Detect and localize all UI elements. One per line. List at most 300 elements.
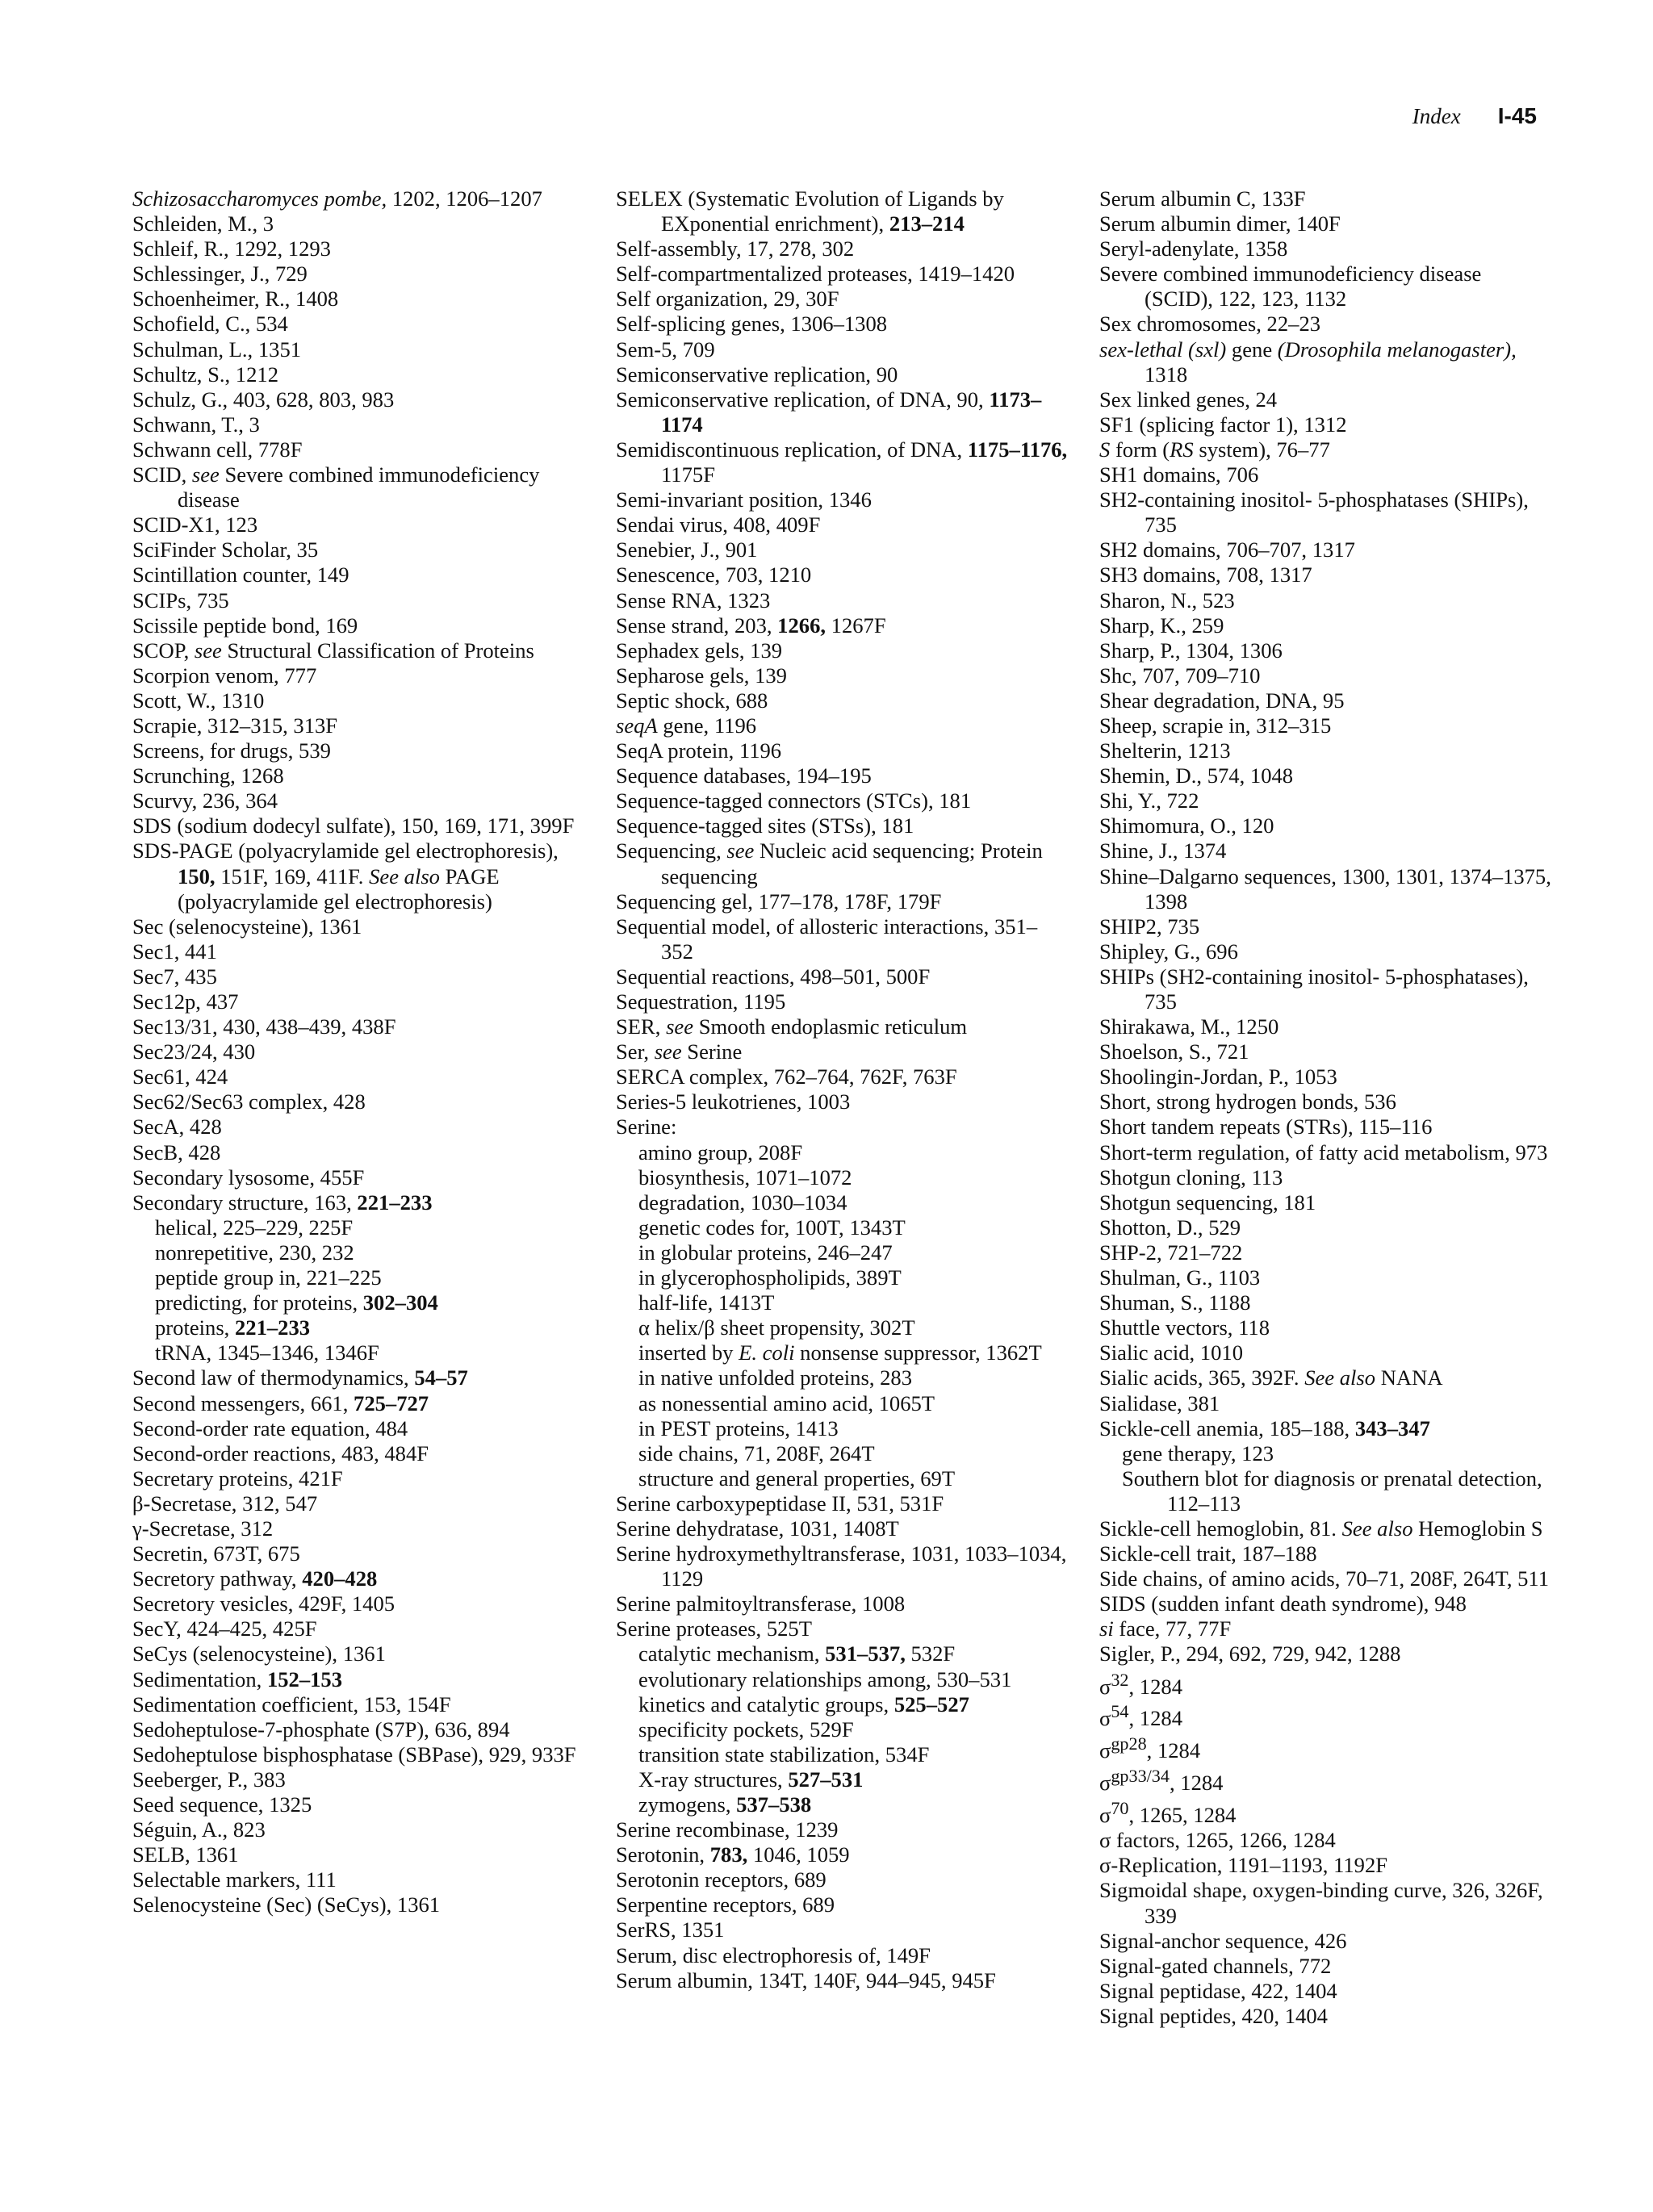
index-entry xyxy=(1099,1566,1551,1591)
entry-text: SERCA complex, 762–764, 762F, 763F xyxy=(616,1064,957,1089)
index-entry xyxy=(132,688,584,713)
entry-text: Shotgun sequencing, 181 xyxy=(1099,1190,1316,1215)
entry-text: Self-compartmentalized proteases, 1419–1420 xyxy=(616,261,1015,286)
entry-text: predicting, for proteins, xyxy=(155,1290,363,1315)
entry-text: SeqA protein, 1196 xyxy=(616,738,782,763)
entry-text: Secretory vesicles, 429F, 1405 xyxy=(132,1591,395,1616)
entry-text: SH2-containing inositol- 5-phosphatases (SHIPs), 735 xyxy=(1099,487,1529,537)
index-entry xyxy=(132,1616,584,1641)
entry-text: Sex linked genes, 24 xyxy=(1099,387,1278,412)
bold-page-reference: 527–531 xyxy=(788,1767,864,1792)
entry-text: form ( xyxy=(1110,437,1170,462)
index-entry xyxy=(616,663,1068,688)
entry-text: Schlessinger, J., 729 xyxy=(132,261,308,286)
italic-text: si xyxy=(1099,1616,1114,1641)
index-entry xyxy=(1099,1190,1551,1215)
index-subentry xyxy=(616,1265,1068,1290)
index-subentry xyxy=(132,1290,584,1315)
entry-text: transition state stabilization, 534F xyxy=(638,1742,930,1767)
bold-page-reference: 1173–1174 xyxy=(661,387,1042,437)
index-subentry xyxy=(132,1215,584,1240)
entry-text: amino group, 208F xyxy=(638,1139,803,1165)
entry-text: 532F xyxy=(905,1641,956,1666)
entry-text: Sequential reactions, 498–501, 500F xyxy=(616,964,931,989)
entry-text: Serum albumin C, 133F xyxy=(1099,186,1306,211)
index-entry xyxy=(1099,211,1551,236)
superscript: gp28 xyxy=(1111,1733,1147,1754)
entry-text: Sharp, K., 259 xyxy=(1099,613,1224,638)
index-entry xyxy=(132,387,584,412)
index-entry xyxy=(616,1817,1068,1842)
entry-text: Shoolingin-Jordan, P., 1053 xyxy=(1099,1064,1337,1089)
index-entry xyxy=(132,1867,584,1892)
index-entry xyxy=(132,1892,584,1917)
index-subentry xyxy=(1099,1441,1551,1466)
italic-text: seqA xyxy=(616,713,658,738)
index-entry xyxy=(1099,462,1551,487)
entry-text: Shine, J., 1374 xyxy=(1099,838,1227,863)
entry-text: Second messengers, 661, xyxy=(132,1390,354,1415)
index-subentry xyxy=(132,1240,584,1265)
index-entry xyxy=(616,1516,1068,1541)
index-entry xyxy=(616,838,1068,889)
index-entry xyxy=(1099,487,1551,537)
index-subentry xyxy=(616,1365,1068,1390)
entry-text: Secondary structure, 163, xyxy=(132,1190,358,1215)
entry-text: Schoenheimer, R., 1408 xyxy=(132,286,339,312)
entry-text: SCOP, xyxy=(132,638,195,663)
index-entry xyxy=(1099,1365,1551,1390)
entry-text: SHIP2, 735 xyxy=(1099,914,1200,939)
entry-text: Sephadex gels, 139 xyxy=(616,638,783,663)
index-entry xyxy=(1099,1516,1551,1541)
entry-text: nonsense suppressor, 1362T xyxy=(794,1340,1042,1365)
entry-text: Serotonin, xyxy=(616,1842,710,1867)
index-subentry xyxy=(132,1265,584,1290)
entry-text: SecA, 428 xyxy=(132,1114,222,1139)
bold-page-reference: 525–527 xyxy=(893,1691,969,1716)
entry-text: SIDS (sudden infant death syndrome), 948 xyxy=(1099,1591,1467,1616)
entry-text: Semidiscontinuous replication, of DNA, xyxy=(616,437,968,462)
index-entry xyxy=(1099,1796,1551,1828)
entry-text: Schwann, T., 3 xyxy=(132,412,260,437)
entry-text: inserted by xyxy=(638,1340,739,1365)
entry-text: Shimomura, O., 120 xyxy=(1099,813,1274,838)
index-entry xyxy=(132,1591,584,1616)
entry-text: SeCys (selenocysteine), 1361 xyxy=(132,1641,386,1666)
index-entry xyxy=(132,964,584,989)
entry-text: Scott, W., 1310 xyxy=(132,688,265,713)
entry-text: tRNA, 1345–1346, 1346F xyxy=(155,1340,379,1365)
entry-text: Secretary proteins, 421F xyxy=(132,1466,343,1491)
index-entry xyxy=(132,613,584,638)
entry-text: Sequencing gel, 177–178, 178F, 179F xyxy=(616,889,942,914)
index-entry xyxy=(132,713,584,738)
entry-text: Serine palmitoyltransferase, 1008 xyxy=(616,1591,906,1616)
entry-text: Short, strong hydrogen bonds, 536 xyxy=(1099,1089,1396,1114)
index-entry xyxy=(616,813,1068,838)
index-subentry xyxy=(616,1717,1068,1742)
entry-text: structure and general properties, 69T xyxy=(638,1466,956,1491)
index-entry xyxy=(1099,537,1551,562)
entry-text: Shc, 707, 709–710 xyxy=(1099,663,1261,688)
index-entry xyxy=(1099,387,1551,412)
index-subentry xyxy=(616,1667,1068,1692)
entry-text: Southern blot for diagnosis or prenatal detection, 112–113 xyxy=(1122,1466,1542,1516)
entry-text: side chains, 71, 208F, 264T xyxy=(638,1441,875,1466)
index-entry xyxy=(616,387,1068,437)
index-entry xyxy=(132,813,584,838)
entry-text: Schulman, L., 1351 xyxy=(132,337,302,362)
index-entry xyxy=(132,663,584,688)
italic-text: sex-lethal (sxl) xyxy=(1099,337,1227,362)
index-entry xyxy=(1099,1165,1551,1190)
entry-text: Sequential model, of allosteric interactions, 351–352 xyxy=(616,914,1038,964)
entry-text: Shirakawa, M., 1250 xyxy=(1099,1014,1279,1039)
superscript: 32 xyxy=(1111,1669,1129,1690)
index-entry xyxy=(1099,588,1551,613)
index-subentry xyxy=(616,1416,1068,1441)
index-entry xyxy=(1099,1616,1551,1641)
entry-text: 1202, 1206–1207 xyxy=(387,186,542,211)
entry-text: Self organization, 29, 30F xyxy=(616,286,839,312)
superscript: 54 xyxy=(1111,1701,1129,1722)
entry-text: Screens, for drugs, 539 xyxy=(132,738,331,763)
index-entry xyxy=(616,1089,1068,1114)
entry-text: X-ray structures, xyxy=(638,1767,789,1792)
index-entry xyxy=(1099,838,1551,863)
index-entry xyxy=(616,1943,1068,1968)
index-entry xyxy=(132,838,584,914)
index-entry xyxy=(132,1842,584,1867)
index-entry xyxy=(1099,412,1551,437)
index-entry xyxy=(1099,1853,1551,1878)
index-entry xyxy=(616,487,1068,512)
index-entry xyxy=(1099,1699,1551,1731)
index-entry xyxy=(616,713,1068,738)
entry-text: Sickle-cell trait, 187–188 xyxy=(1099,1541,1317,1566)
entry-text: Sequence-tagged sites (STSs), 181 xyxy=(616,813,914,838)
entry-text: Schleif, R., 1292, 1293 xyxy=(132,236,331,261)
bold-page-reference: 1266, xyxy=(777,613,826,638)
index-entry xyxy=(616,788,1068,813)
entry-text: SHIPs (SH2-containing inositol- 5-phosphatases), 735 xyxy=(1099,964,1529,1014)
index-entry xyxy=(132,537,584,562)
index-entry xyxy=(616,1039,1068,1064)
entry-text: genetic codes for, 100T, 1343T xyxy=(638,1215,906,1240)
index-entry xyxy=(132,1441,584,1466)
bold-page-reference: 302–304 xyxy=(362,1290,438,1315)
entry-text: Scrunching, 1268 xyxy=(132,763,284,788)
entry-text: half-life, 1413T xyxy=(638,1290,775,1315)
entry-text: Sigmoidal shape, oxygen-binding curve, 326, 326F, 339 xyxy=(1099,1878,1543,1928)
index-entry xyxy=(1099,437,1551,462)
index-subentry xyxy=(1099,1466,1551,1516)
entry-text: SecB, 428 xyxy=(132,1139,221,1165)
index-entry xyxy=(1099,964,1551,1014)
entry-text: Selectable markers, 111 xyxy=(132,1867,337,1892)
entry-text: 151F, 169, 411F. xyxy=(215,863,370,889)
entry-text: Self-assembly, 17, 278, 302 xyxy=(616,236,855,261)
entry-text: Sex chromosomes, 22–23 xyxy=(1099,312,1321,337)
entry-text: Second-order reactions, 483, 484F xyxy=(132,1441,429,1466)
entry-text: Sedoheptulose-7-phosphate (S7P), 636, 894 xyxy=(132,1716,510,1742)
index-entry xyxy=(616,1591,1068,1616)
bold-page-reference: 783, xyxy=(709,1842,748,1867)
index-entry xyxy=(132,1114,584,1139)
index-column-2 xyxy=(616,186,1068,1993)
index-entry xyxy=(132,337,584,362)
index-entry xyxy=(1099,1828,1551,1853)
index-subentry xyxy=(616,1165,1068,1190)
index-entry xyxy=(1099,562,1551,587)
entry-text: Series-5 leukotrienes, 1003 xyxy=(616,1089,851,1114)
entry-text: σ-Replication, 1191–1193, 1192F xyxy=(1099,1853,1388,1878)
index-entry xyxy=(132,412,584,437)
entry-text: Scissile peptide bond, 169 xyxy=(132,613,358,638)
entry-text: SELB, 1361 xyxy=(132,1842,239,1867)
index-entry xyxy=(132,1717,584,1742)
entry-text: Serine dehydratase, 1031, 1408T xyxy=(616,1516,899,1541)
index-entry xyxy=(1099,1140,1551,1165)
entry-text: Sharon, N., 523 xyxy=(1099,587,1235,613)
entry-text: Serpentine receptors, 689 xyxy=(616,1892,835,1917)
index-subentry xyxy=(616,1140,1068,1165)
entry-text: Sequence databases, 194–195 xyxy=(616,763,872,788)
index-entry xyxy=(132,1416,584,1441)
entry-text: σ xyxy=(1099,1674,1111,1699)
index-entry xyxy=(1099,663,1551,688)
entry-text: Sem-5, 709 xyxy=(616,337,715,362)
entry-text: , 1284 xyxy=(1169,1771,1224,1796)
entry-text: Sense strand, 203, xyxy=(616,613,778,638)
index-entry xyxy=(132,588,584,613)
entry-text: Structural Classification of Proteins xyxy=(221,638,534,663)
index-entry xyxy=(132,1165,584,1190)
entry-text: Serotonin receptors, 689 xyxy=(616,1867,826,1892)
index-entry xyxy=(616,1917,1068,1942)
index-column-3 xyxy=(1099,186,1551,2029)
index-entry xyxy=(616,1968,1068,1993)
index-entry xyxy=(616,286,1068,312)
italic-text: see xyxy=(666,1014,694,1039)
entry-text: Signal-gated channels, 772 xyxy=(1099,1953,1332,1978)
index-subentry xyxy=(616,1792,1068,1817)
index-entry xyxy=(132,738,584,763)
entry-text: , 1284 xyxy=(1128,1706,1182,1731)
entry-text: Severe combined immunodeficiency disease (SCID), 122, 123, 1132 xyxy=(1099,261,1482,312)
entry-text: Serine xyxy=(681,1039,743,1064)
index-entry xyxy=(616,437,1068,487)
index-entry xyxy=(1099,1667,1551,1700)
index-subentry xyxy=(616,1466,1068,1491)
index-entry xyxy=(132,437,584,462)
entry-text: Shulman, G., 1103 xyxy=(1099,1265,1261,1290)
index-entry xyxy=(616,1064,1068,1089)
index-entry xyxy=(1099,1089,1551,1114)
index-entry xyxy=(132,1039,584,1064)
index-entry xyxy=(132,186,584,211)
entry-text: SCIPs, 735 xyxy=(132,587,229,613)
entry-text: , 1284 xyxy=(1146,1738,1201,1763)
index-entry xyxy=(1099,1979,1551,2004)
entry-text: Scrapie, 312–315, 313F xyxy=(132,713,338,738)
index-subentry xyxy=(132,1340,584,1365)
entry-text: Sedoheptulose bisphosphatase (SBPase), 929, 933F xyxy=(132,1742,576,1767)
entry-text: Seeberger, P., 383 xyxy=(132,1767,286,1792)
entry-text: Sialidase, 381 xyxy=(1099,1390,1220,1415)
index-entry xyxy=(1099,1039,1551,1064)
index-entry xyxy=(616,1541,1068,1591)
entry-text: Septic shock, 688 xyxy=(616,688,768,713)
entry-text: SHP-2, 721–722 xyxy=(1099,1240,1243,1265)
index-entry xyxy=(1099,613,1551,638)
italic-text: E. coli xyxy=(739,1340,795,1365)
entry-text: Sec1, 441 xyxy=(132,939,217,964)
bold-page-reference: 213–214 xyxy=(889,211,965,236)
entry-text: Sec13/31, 430, 438–439, 438F xyxy=(132,1014,396,1039)
index-entry xyxy=(132,1014,584,1039)
entry-text: α helix/β sheet propensity, 302T xyxy=(638,1315,915,1340)
entry-text: gene xyxy=(1226,337,1278,362)
entry-text: system), 76–77 xyxy=(1193,437,1330,462)
entry-text: Signal peptides, 420, 1404 xyxy=(1099,2003,1328,2028)
index-entry xyxy=(132,286,584,312)
index-entry xyxy=(132,1491,584,1516)
index-subentry xyxy=(616,1215,1068,1240)
entry-text: Secretory pathway, xyxy=(132,1566,303,1591)
index-entry xyxy=(616,261,1068,286)
italic-text: see xyxy=(194,638,222,663)
index-entry xyxy=(1099,236,1551,261)
entry-text: Self-splicing genes, 1306–1308 xyxy=(616,312,888,337)
entry-text: Serine hydroxymethyltransferase, 1031, 1033–1034, 1129 xyxy=(616,1541,1067,1591)
entry-text: catalytic mechanism, xyxy=(638,1641,826,1666)
index-subentry xyxy=(616,1391,1068,1416)
entry-text: Schleiden, M., 3 xyxy=(132,211,274,236)
entry-text: Sialic acids, 365, 392F. xyxy=(1099,1365,1305,1390)
entry-text: SerRS, 1351 xyxy=(616,1917,725,1942)
index-entry xyxy=(132,1742,584,1767)
entry-text: Signal-anchor sequence, 426 xyxy=(1099,1928,1347,1953)
entry-text: Secretin, 673T, 675 xyxy=(132,1541,300,1566)
entry-text: SCID-X1, 123 xyxy=(132,512,258,537)
index-entry xyxy=(1099,261,1551,312)
entry-text: Short tandem repeats (STRs), 115–116 xyxy=(1099,1114,1433,1139)
index-entry xyxy=(132,1667,584,1692)
index-entry xyxy=(1099,1114,1551,1139)
entry-text: Short-term regulation, of fatty acid metabolism, 973 xyxy=(1099,1139,1548,1165)
index-entry xyxy=(1099,1731,1551,1763)
entry-text: Second law of thermodynamics, xyxy=(132,1365,415,1390)
entry-text: SDS-PAGE (polyacrylamide gel electrophoresis), xyxy=(132,838,559,863)
index-entry xyxy=(132,1641,584,1666)
italic-text: (Drosophila melanogaster), xyxy=(1277,337,1517,362)
entry-text: kinetics and catalytic groups, xyxy=(638,1691,894,1716)
bold-page-reference: 54–57 xyxy=(414,1365,468,1390)
index-entry xyxy=(1099,1954,1551,1979)
entry-text: Shemin, D., 574, 1048 xyxy=(1099,763,1294,788)
index-entry xyxy=(616,537,1068,562)
entry-text: Serum, disc electrophoresis of, 149F xyxy=(616,1942,931,1967)
entry-text: Serum albumin, 134T, 140F, 944–945, 945F xyxy=(616,1967,996,1992)
entry-text: σ xyxy=(1099,1771,1111,1796)
index-entry xyxy=(132,1140,584,1165)
entry-text: as nonessential amino acid, 1065T xyxy=(638,1390,935,1415)
superscript: gp33/34 xyxy=(1111,1766,1170,1787)
entry-text: Schwann cell, 778F xyxy=(132,437,303,462)
index-entry xyxy=(132,914,584,939)
entry-text: Serine recombinase, 1239 xyxy=(616,1817,839,1842)
index-entry xyxy=(132,512,584,537)
entry-text: SciFinder Scholar, 35 xyxy=(132,537,319,562)
index-entry xyxy=(132,788,584,813)
index-entry xyxy=(1099,864,1551,914)
entry-text: in glycerophospholipids, 389T xyxy=(638,1265,902,1290)
entry-text: Sequencing, xyxy=(616,838,727,863)
entry-text: Shine–Dalgarno sequences, 1300, 1301, 1374–1375, 1398 xyxy=(1099,863,1551,914)
bold-page-reference: 537–538 xyxy=(736,1792,812,1817)
index-entry xyxy=(616,512,1068,537)
index-entry xyxy=(616,1867,1068,1892)
index-entry xyxy=(1099,1290,1551,1315)
index-entry xyxy=(1099,763,1551,788)
index-entry xyxy=(132,312,584,337)
index-subentry xyxy=(616,1240,1068,1265)
index-entry xyxy=(132,236,584,261)
entry-text: nonrepetitive, 230, 232 xyxy=(155,1240,354,1265)
index-entry xyxy=(616,362,1068,387)
entry-text: PAGE (polyacrylamide gel electrophoresis) xyxy=(178,863,500,914)
index-entry xyxy=(1099,713,1551,738)
entry-text: face, 77, 77F xyxy=(1113,1616,1232,1641)
entry-text: peptide group in, 221–225 xyxy=(155,1265,382,1290)
italic-text: see xyxy=(654,1039,682,1064)
italic-text: RS xyxy=(1170,437,1194,462)
index-entry xyxy=(616,914,1068,964)
entry-text: Semi-invariant position, 1346 xyxy=(616,487,872,512)
index-subentry xyxy=(616,1441,1068,1466)
index-entry xyxy=(132,939,584,964)
index-entry xyxy=(132,1767,584,1792)
index-entry xyxy=(1099,1315,1551,1340)
index-entry xyxy=(1099,1591,1551,1616)
entry-text: Sedimentation coefficient, 153, 154F xyxy=(132,1691,451,1716)
entry-text: 1046, 1059 xyxy=(747,1842,850,1867)
index-entry xyxy=(132,1064,584,1089)
italic-text: S xyxy=(1099,437,1111,462)
index-entry xyxy=(132,989,584,1014)
entry-text: Senebier, J., 901 xyxy=(616,537,758,562)
index-entry xyxy=(132,1089,584,1114)
entry-text: Sequence-tagged connectors (STCs), 181 xyxy=(616,788,972,813)
index-entry xyxy=(616,588,1068,613)
entry-text: Seryl-adenylate, 1358 xyxy=(1099,236,1288,261)
entry-text: β-Secretase, 312, 547 xyxy=(132,1491,318,1516)
entry-text: Sedimentation, xyxy=(132,1666,267,1691)
entry-text: Sheep, scrapie in, 312–315 xyxy=(1099,713,1332,738)
index-subentry xyxy=(132,1315,584,1340)
entry-text: Shotgun cloning, 113 xyxy=(1099,1165,1283,1190)
index-entry xyxy=(1099,1391,1551,1416)
entry-text: Shotton, D., 529 xyxy=(1099,1215,1241,1240)
index-entry xyxy=(616,889,1068,914)
index-entry xyxy=(132,638,584,663)
italic-text: See also xyxy=(369,863,440,889)
index-entry xyxy=(132,562,584,587)
index-entry xyxy=(616,763,1068,788)
index-entry xyxy=(616,688,1068,713)
